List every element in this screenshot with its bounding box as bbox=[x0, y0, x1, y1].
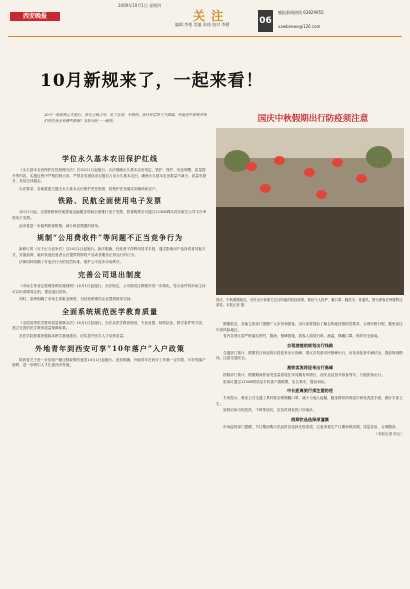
byline: （本报记者 综合） bbox=[374, 431, 404, 436]
photo-crowd bbox=[216, 207, 404, 295]
body-paragraph: 陕西省关于进一步放宽户籍迁移政策的意见10月1日起施行。意见明确，外地青年在西安工作满一定年限，可享受落户便利，进一步吸引人才扎根西安发展。 bbox=[12, 357, 206, 368]
body-paragraph: 办法要求，各地要建立健全永久基本农田保护责任制度，将保护任务落实到地块和农户。 bbox=[19, 186, 160, 191]
editors-line: 编辑 李艳 美编 张琦 校对 李健 bbox=[175, 22, 230, 27]
lantern-shape bbox=[316, 190, 327, 199]
lantern-shape bbox=[246, 162, 257, 171]
body-paragraph: 市场监管部门提醒，节日期间购买饮品时应选择正规渠道，注意查看生产日期和保质期，适量饮用，合理膳食。 bbox=[223, 424, 400, 429]
date-line: 2009年10月1日 星期四 bbox=[118, 3, 162, 8]
section-subhead: 全面系统规范医学教育质量 bbox=[62, 306, 158, 316]
lantern-shape bbox=[304, 168, 315, 177]
lantern-shape bbox=[332, 158, 343, 167]
festival-crowd-photo bbox=[216, 128, 404, 295]
lantern-shape bbox=[356, 174, 367, 183]
main-headline: 10月新规来了，一起来看！ bbox=[40, 71, 264, 91]
section-subhead: 自驾游提前规划出行线路 bbox=[286, 342, 334, 348]
newspaper-logo: 西安晚报 bbox=[10, 12, 60, 21]
lantern-shape bbox=[274, 156, 285, 165]
section-subhead: 中长距离旅行须注意防疫 bbox=[286, 388, 334, 394]
body-paragraph: 旅客可通过12306网站及手机客户端购票，实名乘车，提前到站。 bbox=[223, 379, 328, 384]
section-subhead: 假期饮品选择须谨慎 bbox=[291, 416, 329, 422]
body-paragraph: 法律同时明确了对违法行为的处罚标准，维护公平竞争市场秩序。 bbox=[19, 260, 124, 265]
section-subhead: 铁路、民航全面使用电子发票 bbox=[58, 196, 162, 206]
body-paragraph: 各医学院校要加强临床教学基地建设，切实提升医学人才培养质量。 bbox=[19, 333, 127, 338]
section-title: 关 注 bbox=[193, 9, 225, 23]
section-subhead: 学位永久基本农田保护红线 bbox=[62, 154, 158, 163]
tree-shape bbox=[366, 146, 392, 168]
body-paragraph: 省内各景区将严格落实预约、限流、错峰措施，游客入园须扫码、测温、佩戴口罩，保持安全距离。 bbox=[223, 334, 382, 339]
body-paragraph: 《市场主体登记管理条例实施细则》10月1日起施行。办法规定，公司简易注销程序进一步简化，符合条件的市场主体可以申请简易注销，提高退出效率。 bbox=[12, 283, 206, 294]
header-divider bbox=[8, 36, 402, 37]
body-paragraph: 假期临近，各地文旅部门提醒广大市民和游客，出行前要提前了解目的地疫情防控要求，合理安排行程，避免前往中高风险地区。 bbox=[216, 322, 403, 332]
lantern-shape bbox=[260, 184, 271, 193]
news-hotline: 晚报新闻热线 62829955 bbox=[278, 10, 324, 15]
body-paragraph: 《全国高等医学教育质量保障办法》10月1日起施行。办法从医学教育规划、专业设置、师资队伍、教学条件等方面，建立完善的医学教育质量保障体系。 bbox=[12, 320, 206, 331]
body-paragraph: 专家提示，乘坐公共交通工具时要全程佩戴口罩，减少与他人接触，随身携带消毒湿巾和免洗洗手液，做好手部卫生。 bbox=[216, 396, 403, 406]
body-paragraph: 《永久基本农田保护红线管理办法》自10月1日起施行。办法明确永久基本农田划定、管护、保护、优化调整、质量提升等内容，实施过程中严格控制占用，严禁各类建设项目擅自占用永久基本农田，确保永久基本农田数量不减少、质量有提升、布局总体稳定。 bbox=[12, 168, 207, 184]
body-paragraph: 交通部门预计，假期首日和返程日将迎来出行高峰，建议自驾游市民错峰出行，出发前检查车辆状况，提前规划路线，注意交通安全。 bbox=[216, 350, 403, 361]
body-paragraph: 新修订的《反不正当竞争法》自10月1日起施行。新法明确，经营者不得利用技术手段，通过影响用户选择或者其他方式，实施妨碍、破坏其他经营者合法提供的网络产品或者服务正常运行的行为。 bbox=[12, 247, 206, 257]
page-number: 06 bbox=[258, 10, 273, 32]
body-paragraph: 返程后如出现发热、干咳等症状，应及时到发热门诊就诊。 bbox=[223, 408, 317, 413]
section-subhead: 外地青年到西安可享“10年落户”入户政策 bbox=[35, 343, 185, 353]
section-subhead: 完善公司退出制度 bbox=[78, 269, 142, 279]
body-paragraph: 此举将进一步便利旅客报销，减少纸质票据的使用。 bbox=[19, 223, 102, 228]
body-paragraph: 同时，条例明确了市场主体歇业制度，为经营困难的企业提供缓冲空间。 bbox=[19, 297, 134, 302]
section-subhead: 高铁客流将迎来出行高峰 bbox=[286, 364, 334, 370]
contact-email[interactable]: xawbnews@126.com bbox=[278, 24, 321, 29]
body-paragraph: 铁路部门预计，假期期间旅客发送量将较往年同期有所增长，西安北站加开临客列车，方便旅客出行。 bbox=[223, 372, 385, 377]
right-column bbox=[216, 322, 404, 437]
photo-caption: 国庆、中秋假期临近，市民出行前要关注目的地的防疫政策，做好个人防护，戴口罩、勤洗手、常通风。图为游客在钟楼附近游览。本报记者 摄 bbox=[216, 298, 403, 308]
page-header bbox=[0, 0, 410, 44]
section-subhead: 规制“公用费收件”等问题不正当竞争行为 bbox=[36, 233, 184, 243]
right-article-title: 国庆中秋假期出行防疫须注意 bbox=[257, 114, 369, 124]
left-column bbox=[12, 150, 208, 371]
lead-paragraph: 10月一批新规正式施行，涉及土地占用、电子发票、专利权、拆迁补偿等方方面面。究竟这些新规对我们的生活会有哪些影响？本报为您一一梳理。 bbox=[44, 113, 207, 123]
body-paragraph: 10月1日起，全国铁路和民航旅客运输服务领域全面推行电子发票，旅客购票后可通过12306网站或各航空公司平台申领电子发票。 bbox=[12, 210, 207, 220]
